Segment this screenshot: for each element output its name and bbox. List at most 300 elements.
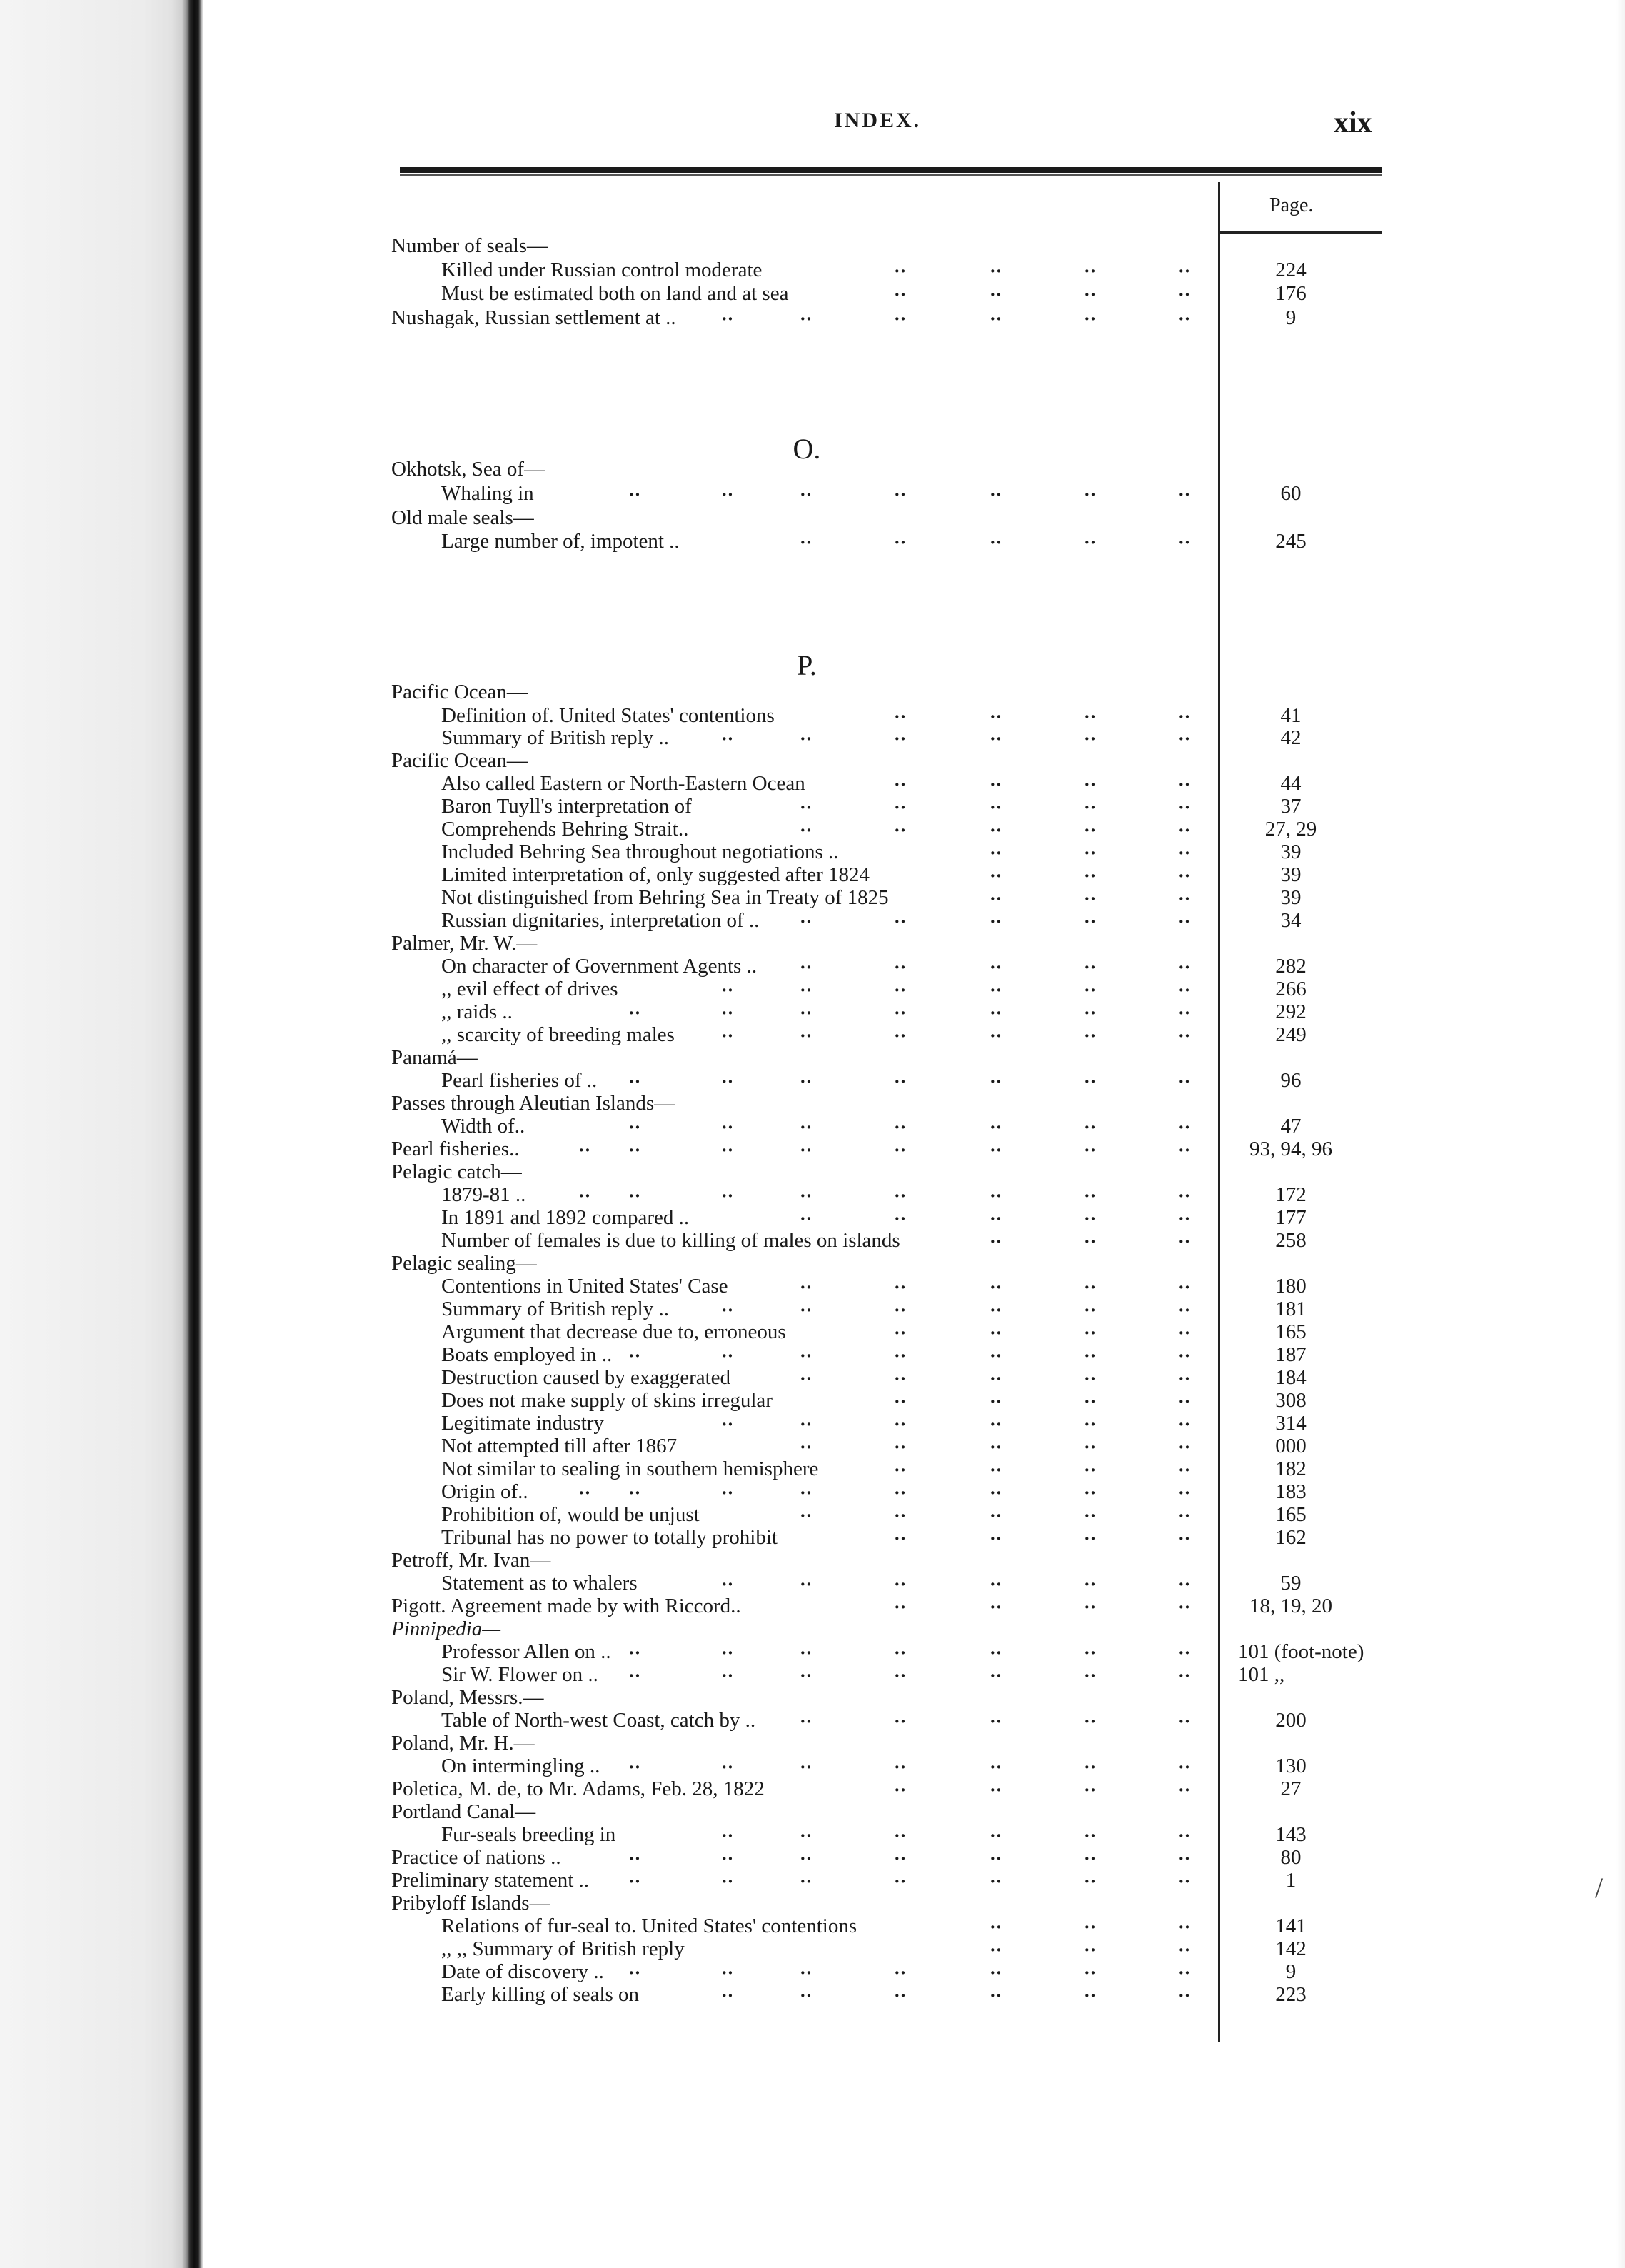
entry-page-number: 101 ,, xyxy=(1238,1663,1285,1686)
dot-leader: ·· xyxy=(578,1140,591,1160)
entry-text: Legitimate industry xyxy=(441,1412,604,1435)
dot-leader: ·· xyxy=(894,1460,907,1480)
dot-leader: ·· xyxy=(1084,308,1097,329)
entry-text: Fur-seals breeding in xyxy=(441,1823,616,1846)
entry-text: Poland, Mr. H.— xyxy=(391,1732,535,1755)
dot-leader: ·· xyxy=(990,1574,1002,1595)
dot-leader: ·· xyxy=(894,820,907,841)
dot-leader: ·· xyxy=(894,1505,907,1526)
entry-page-number: 142 xyxy=(1275,1937,1307,1960)
dot-leader: ·· xyxy=(990,1642,1002,1663)
entry-text: Professor Allen on .. xyxy=(441,1640,611,1663)
dot-leader: ·· xyxy=(1178,1140,1191,1160)
entry-text: Poland, Messrs.— xyxy=(391,1686,544,1709)
dot-leader: ·· xyxy=(990,706,1002,727)
dot-leader: ·· xyxy=(1084,980,1097,1000)
dot-leader: ·· xyxy=(990,261,1002,281)
dot-leader: ·· xyxy=(1084,1185,1097,1206)
section-letter: O. xyxy=(793,433,821,465)
dot-leader: ·· xyxy=(990,1185,1002,1206)
dot-leader: ·· xyxy=(894,1185,907,1206)
dot-leader: ·· xyxy=(800,957,812,978)
entry-text: Origin of.. xyxy=(441,1480,528,1503)
dot-leader: ·· xyxy=(894,1482,907,1503)
dot-leader: ·· xyxy=(800,820,812,841)
dot-leader: ·· xyxy=(628,1962,641,1983)
entry-page-number: 172 xyxy=(1275,1183,1307,1206)
dot-leader: ·· xyxy=(800,1117,812,1138)
dot-leader: ·· xyxy=(1178,1711,1191,1732)
dot-leader: ·· xyxy=(1084,532,1097,553)
dot-leader: ·· xyxy=(1084,728,1097,749)
dot-leader: ·· xyxy=(1084,1848,1097,1869)
dot-leader: ·· xyxy=(990,1025,1002,1046)
entry-page-number: 176 xyxy=(1275,282,1307,305)
entry-page-number: 258 xyxy=(1275,1229,1307,1252)
dot-leader: ·· xyxy=(721,1848,734,1869)
dot-leader: ·· xyxy=(1178,284,1191,305)
dot-leader: ·· xyxy=(1178,706,1191,727)
dot-leader: ·· xyxy=(1084,865,1097,886)
dot-leader: ·· xyxy=(800,1985,812,2006)
dot-leader: ·· xyxy=(721,308,734,329)
entry-text: Pelagic catch— xyxy=(391,1160,522,1183)
entry-text: Pearl fisheries of .. xyxy=(441,1069,598,1092)
dot-leader: ·· xyxy=(990,843,1002,863)
entry-text: Panamá— xyxy=(391,1046,478,1069)
dot-leader: ·· xyxy=(990,774,1002,795)
dot-leader: ·· xyxy=(894,1208,907,1229)
dot-leader: ·· xyxy=(894,774,907,795)
dot-leader: ·· xyxy=(1178,728,1191,749)
entry-page-number: 80 xyxy=(1280,1846,1302,1869)
dot-leader: ·· xyxy=(1084,1368,1097,1389)
dot-leader: ·· xyxy=(800,1962,812,1983)
entry-page-number: 37 xyxy=(1280,795,1302,818)
dot-leader: ·· xyxy=(721,1003,734,1023)
dot-leader: ·· xyxy=(721,728,734,749)
dot-leader: ·· xyxy=(894,1437,907,1457)
dot-leader: ·· xyxy=(990,1391,1002,1412)
dot-leader: ·· xyxy=(1084,797,1097,818)
entry-text: Summary of British reply .. xyxy=(441,726,669,749)
dot-leader: ·· xyxy=(1178,774,1191,795)
dot-leader: ·· xyxy=(990,1825,1002,1846)
entry-text: ,, raids .. xyxy=(441,1000,513,1023)
entry-page-number: 223 xyxy=(1275,1983,1307,2006)
dot-leader: ·· xyxy=(800,1025,812,1046)
dot-leader: ·· xyxy=(990,1665,1002,1686)
dot-leader: ·· xyxy=(628,1642,641,1663)
dot-leader: ·· xyxy=(800,1711,812,1732)
dot-leader: ·· xyxy=(721,1025,734,1046)
dot-leader: ·· xyxy=(894,1414,907,1435)
dot-leader: ·· xyxy=(894,1985,907,2006)
dot-leader: ·· xyxy=(721,1140,734,1160)
entry-text: Not distinguished from Behring Sea in Treaty of 1825 xyxy=(441,886,889,909)
dot-leader: ·· xyxy=(894,1391,907,1412)
dot-leader: ·· xyxy=(721,1117,734,1138)
dot-leader: ·· xyxy=(1178,1505,1191,1526)
dot-leader: ·· xyxy=(990,1780,1002,1800)
entry-text: Relations of fur-seal to. United States' contentions xyxy=(441,1915,857,1937)
dot-leader: ·· xyxy=(721,1825,734,1846)
dot-leader: ·· xyxy=(721,1300,734,1320)
entry-page-number: 183 xyxy=(1275,1480,1307,1503)
dot-leader: ·· xyxy=(1178,1071,1191,1092)
running-head-title: INDEX. xyxy=(834,109,922,132)
dot-leader: ·· xyxy=(1084,1345,1097,1366)
dot-leader: ·· xyxy=(1178,1231,1191,1252)
dot-leader: ·· xyxy=(990,1597,1002,1617)
dot-leader: ·· xyxy=(990,1323,1002,1343)
dot-leader: ·· xyxy=(1084,1300,1097,1320)
entry-text: Comprehends Behring Strait.. xyxy=(441,818,689,841)
dot-leader: ·· xyxy=(990,1757,1002,1777)
dot-leader: ·· xyxy=(1084,1780,1097,1800)
dot-leader: ·· xyxy=(990,980,1002,1000)
dot-leader: ·· xyxy=(894,1071,907,1092)
dot-leader: ·· xyxy=(1084,1482,1097,1503)
dot-leader: ·· xyxy=(800,1414,812,1435)
entry-page-number: 39 xyxy=(1280,863,1302,886)
dot-leader: ·· xyxy=(1084,1071,1097,1092)
dot-leader: ·· xyxy=(990,1437,1002,1457)
entry-page-number: 39 xyxy=(1280,841,1302,863)
entry-text: Okhotsk, Sea of— xyxy=(391,458,545,481)
dot-leader: ·· xyxy=(1084,1231,1097,1252)
dot-leader: ·· xyxy=(1084,1323,1097,1343)
dot-leader: ·· xyxy=(1084,820,1097,841)
entry-text: Width of.. xyxy=(441,1115,525,1138)
dot-leader: ·· xyxy=(721,1071,734,1092)
dot-leader: ·· xyxy=(894,1345,907,1366)
dot-leader: ·· xyxy=(1178,1117,1191,1138)
dot-leader: ·· xyxy=(894,1757,907,1777)
dot-leader: ·· xyxy=(800,1665,812,1686)
dot-leader: ·· xyxy=(628,1071,641,1092)
dot-leader: ·· xyxy=(628,484,641,505)
dot-leader: ·· xyxy=(628,1003,641,1023)
dot-leader: ·· xyxy=(1178,1962,1191,1983)
entry-text: Boats employed in .. xyxy=(441,1343,613,1366)
dot-leader: ·· xyxy=(894,728,907,749)
dot-leader: ·· xyxy=(894,1848,907,1869)
dot-leader: ·· xyxy=(894,980,907,1000)
dot-leader: ·· xyxy=(894,1277,907,1298)
entry-text: Argument that decrease due to, erroneous xyxy=(441,1320,786,1343)
entry-text: Portland Canal— xyxy=(391,1800,536,1823)
dot-leader: ·· xyxy=(578,1482,591,1503)
entry-text: Pigott. Agreement made by with Riccord.. xyxy=(391,1595,741,1617)
dot-leader: ·· xyxy=(721,1757,734,1777)
dot-leader: ·· xyxy=(800,1185,812,1206)
dot-leader: ·· xyxy=(1084,911,1097,932)
dot-leader: ·· xyxy=(1178,1003,1191,1023)
entry-text: Baron Tuyll's interpretation of xyxy=(441,795,692,818)
entry-text: Table of North-west Coast, catch by .. xyxy=(441,1709,756,1732)
margin-mark: / xyxy=(1595,1872,1604,1904)
dot-leader: ·· xyxy=(1084,1505,1097,1526)
section-letter: P. xyxy=(797,649,817,681)
dot-leader: ·· xyxy=(990,1208,1002,1229)
entry-page-number: 39 xyxy=(1280,886,1302,909)
entry-page-number: 101 (foot-note) xyxy=(1238,1640,1364,1663)
entry-text: Sir W. Flower on .. xyxy=(441,1663,598,1686)
entry-text: Passes through Aleutian Islands— xyxy=(391,1092,675,1115)
entry-page-number: 182 xyxy=(1275,1457,1307,1480)
dot-leader: ·· xyxy=(721,1642,734,1663)
dot-leader: ·· xyxy=(1178,1825,1191,1846)
dot-leader: ·· xyxy=(721,1482,734,1503)
dot-leader: ·· xyxy=(1084,1917,1097,1937)
dot-leader: ·· xyxy=(990,1985,1002,2006)
dot-leader: ·· xyxy=(894,1825,907,1846)
dot-leader: ·· xyxy=(1084,706,1097,727)
dot-leader: ·· xyxy=(1178,1574,1191,1595)
dot-leader: ·· xyxy=(1178,261,1191,281)
dot-leader: ·· xyxy=(1084,843,1097,863)
dot-leader: ·· xyxy=(721,1574,734,1595)
dot-leader: ·· xyxy=(1178,1300,1191,1320)
dot-leader: ·· xyxy=(1084,261,1097,281)
dot-leader: ·· xyxy=(990,820,1002,841)
entry-page-number: 141 xyxy=(1275,1915,1307,1937)
dot-leader: ·· xyxy=(894,1323,907,1343)
dot-leader: ·· xyxy=(800,980,812,1000)
dot-leader: ·· xyxy=(894,532,907,553)
dot-leader: ·· xyxy=(1178,820,1191,841)
dot-leader: ·· xyxy=(990,1414,1002,1435)
dot-leader: ·· xyxy=(800,1505,812,1526)
dot-leader: ·· xyxy=(800,532,812,553)
entry-text: Large number of, impotent .. xyxy=(441,530,680,553)
dot-leader: ·· xyxy=(1084,1940,1097,1960)
dot-leader: ·· xyxy=(990,1003,1002,1023)
dot-leader: ·· xyxy=(990,1345,1002,1366)
dot-leader: ·· xyxy=(990,532,1002,553)
entry-text: Not attempted till after 1867 xyxy=(441,1435,678,1457)
dot-leader: ·· xyxy=(800,1003,812,1023)
entry-text: Russian dignitaries, interpretation of .. xyxy=(441,909,760,932)
dot-leader: ·· xyxy=(1084,1962,1097,1983)
dot-leader: ·· xyxy=(1084,1208,1097,1229)
dot-leader: ·· xyxy=(1178,1665,1191,1686)
dot-leader: ·· xyxy=(990,1277,1002,1298)
dot-leader: ·· xyxy=(990,1505,1002,1526)
dot-leader: ·· xyxy=(990,865,1002,886)
entry-text: Nushagak, Russian settlement at .. xyxy=(391,306,676,329)
dot-leader: ·· xyxy=(721,1871,734,1892)
entry-page-number: 96 xyxy=(1280,1069,1302,1092)
entry-page-number: 177 xyxy=(1275,1206,1307,1229)
dot-leader: ·· xyxy=(894,1368,907,1389)
entry-page-number: 42 xyxy=(1280,726,1302,749)
entry-page-number: 162 xyxy=(1275,1526,1307,1549)
entry-page-number: 34 xyxy=(1280,909,1302,932)
entry-text: Pearl fisheries.. xyxy=(391,1138,520,1160)
dot-leader: ·· xyxy=(628,1345,641,1366)
dot-leader: ·· xyxy=(1084,1711,1097,1732)
dot-leader: ·· xyxy=(1178,1185,1191,1206)
entry-page-number: 9 xyxy=(1285,1960,1297,1983)
dot-leader: ·· xyxy=(800,1848,812,1869)
dot-leader: ·· xyxy=(1084,1665,1097,1686)
entry-text: Early killing of seals on xyxy=(441,1983,640,2006)
dot-leader: ·· xyxy=(1084,1437,1097,1457)
dot-leader: ·· xyxy=(1178,1323,1191,1343)
dot-leader: ·· xyxy=(1084,1140,1097,1160)
entry-page-number: 41 xyxy=(1280,704,1302,727)
entry-text: Pacific Ocean— xyxy=(391,749,528,772)
dot-leader: ·· xyxy=(1178,1848,1191,1869)
dot-leader: ·· xyxy=(990,1871,1002,1892)
dot-leader: ·· xyxy=(800,1300,812,1320)
dot-leader: ·· xyxy=(894,284,907,305)
dot-leader: ·· xyxy=(990,1917,1002,1937)
dot-leader: ·· xyxy=(990,1940,1002,1960)
dot-leader: ·· xyxy=(1084,1528,1097,1549)
entry-text: Whaling in xyxy=(441,482,534,505)
entry-text: Date of discovery .. xyxy=(441,1960,604,1983)
entry-text: ,, evil effect of drives xyxy=(441,978,618,1000)
dot-leader: ·· xyxy=(578,1185,591,1206)
dot-leader: ·· xyxy=(1084,1414,1097,1435)
dot-leader: ·· xyxy=(1178,957,1191,978)
dot-leader: ·· xyxy=(1178,888,1191,909)
dot-leader: ·· xyxy=(800,484,812,505)
entry-page-number: 27, 29 xyxy=(1264,818,1317,841)
dot-leader: ·· xyxy=(1178,1940,1191,1960)
entry-page-number: 000 xyxy=(1275,1435,1307,1457)
entry-page-number: 44 xyxy=(1280,772,1302,795)
entry-page-number: 47 xyxy=(1280,1115,1302,1138)
entry-text: ,, scarcity of breeding males xyxy=(441,1023,675,1046)
dot-leader: ·· xyxy=(1084,1985,1097,2006)
dot-leader: ·· xyxy=(990,957,1002,978)
entry-text: Summary of British reply .. xyxy=(441,1298,669,1320)
dot-leader: ·· xyxy=(990,284,1002,305)
dot-leader: ·· xyxy=(721,484,734,505)
dot-leader: ·· xyxy=(1178,484,1191,505)
entry-page-number: 184 xyxy=(1275,1366,1307,1389)
dot-leader: ·· xyxy=(1084,1574,1097,1595)
dot-leader: ·· xyxy=(1178,1460,1191,1480)
dot-leader: ·· xyxy=(894,1300,907,1320)
dot-leader: ·· xyxy=(800,1208,812,1229)
entry-text: Petroff, Mr. Ivan— xyxy=(391,1549,551,1572)
dot-leader: ·· xyxy=(1178,1780,1191,1800)
dot-leader: ·· xyxy=(1178,865,1191,886)
dot-leader: ·· xyxy=(990,1962,1002,1983)
entry-page-number: 1 xyxy=(1285,1869,1297,1892)
dot-leader: ·· xyxy=(721,1345,734,1366)
entry-text: Palmer, Mr. W.— xyxy=(391,932,538,955)
dot-leader: ·· xyxy=(1178,911,1191,932)
dot-leader: ·· xyxy=(721,1985,734,2006)
dot-leader: ·· xyxy=(894,1117,907,1138)
entry-page-number: 180 xyxy=(1275,1275,1307,1298)
entry-page-number: 18, 19, 20 xyxy=(1249,1595,1332,1617)
dot-leader: ·· xyxy=(1178,980,1191,1000)
dot-leader: ·· xyxy=(1084,1003,1097,1023)
entry-text: In 1891 and 1892 compared .. xyxy=(441,1206,690,1229)
entry-text: Pacific Ocean— xyxy=(391,681,528,703)
dot-leader: ·· xyxy=(1084,888,1097,909)
dot-leader: ·· xyxy=(894,1665,907,1686)
dot-leader: ·· xyxy=(894,1140,907,1160)
dot-leader: ·· xyxy=(1084,1825,1097,1846)
entry-page-number: 266 xyxy=(1275,978,1307,1000)
entry-text: Included Behring Sea throughout negotiations .. xyxy=(441,841,839,863)
entry-text: Contentions in United States' Case xyxy=(441,1275,728,1298)
dot-leader: ·· xyxy=(628,1871,641,1892)
dot-leader: ·· xyxy=(990,888,1002,909)
dot-leader: ·· xyxy=(628,1185,641,1206)
entry-text: Killed under Russian control moderate xyxy=(441,259,763,281)
entry-text: Also called Eastern or North-Eastern Ocean xyxy=(441,772,805,795)
dot-leader: ·· xyxy=(894,1871,907,1892)
entry-page-number: 282 xyxy=(1275,955,1307,978)
entry-page-number: 165 xyxy=(1275,1503,1307,1526)
entry-page-number: 292 xyxy=(1275,1000,1307,1023)
entry-text: Must be estimated both on land and at sea xyxy=(441,282,789,305)
entry-text: Definition of. United States' contentions xyxy=(441,704,775,727)
dot-leader: ·· xyxy=(721,1414,734,1435)
entry-page-number: 200 xyxy=(1275,1709,1307,1732)
dot-leader: ·· xyxy=(800,1140,812,1160)
dot-leader: ·· xyxy=(894,261,907,281)
dot-leader: ·· xyxy=(894,706,907,727)
dot-leader: ·· xyxy=(1178,1985,1191,2006)
dot-leader: ·· xyxy=(1084,1117,1097,1138)
dot-leader: ·· xyxy=(990,1231,1002,1252)
dot-leader: ·· xyxy=(1178,1917,1191,1937)
dot-leader: ·· xyxy=(721,1185,734,1206)
dot-leader: ·· xyxy=(1084,1597,1097,1617)
dot-leader: ·· xyxy=(1178,308,1191,329)
entry-text: Pribyloff Islands— xyxy=(391,1892,550,1915)
entry-text: Not similar to sealing in southern hemisphere xyxy=(441,1457,819,1480)
dot-leader: ·· xyxy=(894,1780,907,1800)
dot-leader: ·· xyxy=(1178,797,1191,818)
dot-leader: ·· xyxy=(800,1345,812,1366)
dot-leader: ·· xyxy=(990,728,1002,749)
entry-page-number: 187 xyxy=(1275,1343,1307,1366)
dot-leader: ·· xyxy=(894,1003,907,1023)
dot-leader: ·· xyxy=(1178,1528,1191,1549)
dot-leader: ·· xyxy=(894,1597,907,1617)
dot-leader: ·· xyxy=(1178,1391,1191,1412)
entry-text: Does not make supply of skins irregular xyxy=(441,1389,773,1412)
dot-leader: ·· xyxy=(1178,1597,1191,1617)
dot-leader: ·· xyxy=(894,797,907,818)
dot-leader: ·· xyxy=(1178,1208,1191,1229)
entry-text: Number of seals— xyxy=(391,234,548,257)
dot-leader: ·· xyxy=(990,1460,1002,1480)
dot-leader: ·· xyxy=(990,308,1002,329)
dot-leader: ·· xyxy=(990,1528,1002,1549)
entry-text: ,, ,, Summary of British reply xyxy=(441,1937,685,1960)
dot-leader: ·· xyxy=(628,1140,641,1160)
dot-leader: ·· xyxy=(800,728,812,749)
dot-leader: ·· xyxy=(1178,1277,1191,1298)
dot-leader: ·· xyxy=(1178,1368,1191,1389)
dot-leader: ·· xyxy=(894,1025,907,1046)
dot-leader: ·· xyxy=(990,1482,1002,1503)
entry-page-number: 27 xyxy=(1280,1777,1302,1800)
dot-leader: ·· xyxy=(1178,1345,1191,1366)
